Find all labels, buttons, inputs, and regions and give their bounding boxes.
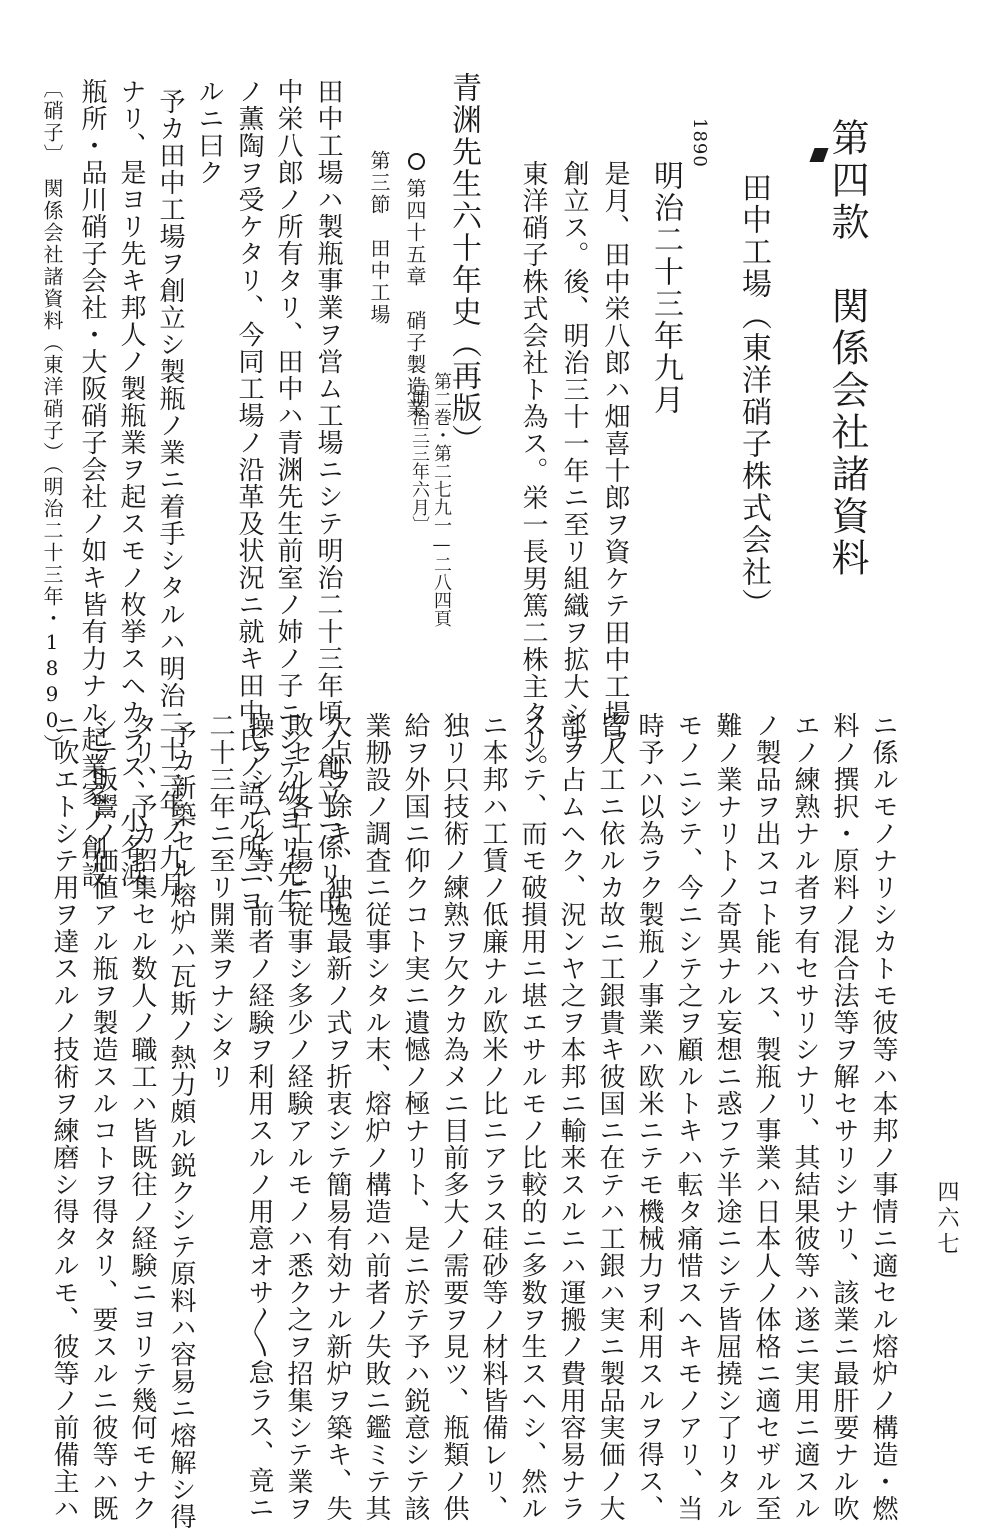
body-lower-18: 二十三年ニ至リ開業ヲナシタリ bbox=[205, 712, 235, 1090]
body-lower-6: モノニシテ、今ニシテ之ヲ顧ルトキハ転タ痛惜スヘキモノアリ、当 bbox=[673, 712, 703, 1522]
source-chapter: 第四十五章 硝子製造業 bbox=[403, 178, 427, 420]
body-lower-12: 独リ只技術ノ練熟ヲ欠クカ為メニ目前多大ノ需要ヲ見ツ、瓶類ノ供 bbox=[439, 712, 469, 1522]
entry-line-2: 創立ス。後、明治三十一年ニ至リ組織ヲ拡大シテ bbox=[559, 160, 589, 754]
body-lower-14: 業刱設ノ調査ニ従事シタル末、熔炉ノ構造ハ前者ノ失敗ニ鑑ミテ其 bbox=[361, 712, 391, 1522]
year-western: 1890 bbox=[689, 118, 710, 168]
entry-heading: 田中工場（東洋硝子株式会社） bbox=[736, 172, 771, 620]
body-lower-8: 皆人工ニ依ルカ故ニ工銀貴キ彼国ニ在テハ工銀ハ実ニ製品実価ノ大 bbox=[595, 712, 625, 1522]
body-upper-5: 予カ田中工場ヲ創立シ製瓶ノ業ニ着手シタルハ明治二十三年ノ九月 bbox=[155, 88, 185, 898]
circle-mark bbox=[408, 153, 425, 170]
body-lower-16: 敗セル各工場ニ従事シ多少ノ経験アルモノハ悉ク之ヲ招集シテ業ヲ bbox=[283, 712, 313, 1522]
source-volume-ref: 第二巻・第二七九一—二八四頁 bbox=[431, 372, 452, 627]
body-lower-5: 難ノ業ナリトノ奇異ナル妄想ニ惑フテ半途ニシテ皆屈撓シ了リタル bbox=[712, 712, 742, 1522]
body-lower-1: ニ係ルモノナリシカトモ彼等ハ本邦ノ事情ニ適セル熔炉ノ構造・燃 bbox=[868, 712, 898, 1522]
body-lower-4: ノ製品ヲ出スコト能ハス、製瓶ノ事業ハ日本人ノ体格ニ適セザル至 bbox=[751, 712, 781, 1522]
body-upper-7: 瓶所・品川硝子会社・大阪硝子会社ノ如キ皆有力ナル起業家ノ創設 bbox=[77, 78, 107, 888]
body-upper-1: 田中工場ハ製瓶事業ヲ営ム工場ニシテ明治二十三年頃ノ創立ニ係リ田 bbox=[313, 78, 343, 915]
body-lower-9: 部ヲ占ムヘク、況ンヤ之ヲ本邦ニ輸来スルニハ運搬ノ費用容易ナラ bbox=[556, 712, 586, 1522]
body-lower-21: シテ販鬻ノ価値アル瓶ヲ製造スルコトヲ得タリ、要スルニ彼等ハ既 bbox=[88, 712, 118, 1522]
body-lower-11: ニ本邦ハ工賃ノ低廉ナル欧米ノ比ニアラス硅砂等ノ材料皆備レリ、 bbox=[478, 712, 508, 1522]
source-title: 青渊先生六十年史（再版） bbox=[446, 72, 481, 456]
body-upper-2: 中栄八郎ノ所有タリ、田中ハ青渊先生前室ノ姉ノ子ニシテ幼ヨリ先生 bbox=[273, 78, 303, 915]
entry-date: 明治二十三年九月 bbox=[648, 160, 683, 416]
source-section: 第三節 田中工場 bbox=[367, 150, 391, 326]
body-lower-22: ニ吹エトシテ用ヲ達スルノ技術ヲ練磨シ得タルモ、彼等ノ前備主ハ bbox=[49, 712, 79, 1522]
body-lower-3: エノ練熟ナル者ヲ有セサリシナリ、其結果彼等ハ遂ニ実用ニ適スル bbox=[790, 712, 820, 1522]
body-lower-13: 給ヲ外国ニ仰クコト実ニ遺憾ノ極ナリト、是ニ於テ予ハ鋭意シテ該 bbox=[400, 712, 430, 1522]
entry-line-1: 是月、田中栄八郎ハ畑喜十郎ヲ資ケテ田中工場ヲ bbox=[600, 160, 630, 754]
body-lower-20: タリ、予カ招集セル数人ノ職工ハ皆既往ノ経験ニヨリテ幾何モナク bbox=[127, 712, 157, 1522]
body-upper-3: ノ薫陶ヲ受ケタリ、今同工場ノ沿革及状況ニ就キ田中氏ノ語ル所ニヨ bbox=[234, 78, 264, 915]
body-lower-10: スシテ、而モ破損用ニ堪エサルモノ比較的ニ多数ヲ生スヘシ、然ル bbox=[517, 712, 547, 1522]
body-upper-6: ナリ、是ヨリ先キ邦人ノ製瓶業ヲ起スモノ枚挙スヘカラス、小名浜 bbox=[116, 78, 146, 888]
source-date-ref: 〔明治三三年六月〕 bbox=[409, 372, 430, 534]
running-footer: 〔硝子〕 関係会社諸資料（東洋硝子）（明治二十三年・1890） bbox=[40, 78, 64, 756]
body-lower-17: 操ラシムル等、前者ノ経験ヲ利用スルノ用意オサ〳〵怠ラス、竟ニ bbox=[244, 712, 274, 1521]
body-lower-2: 料ノ撰択・原料ノ混合法等ヲ解セサリシナリ、該業ニ最肝要ナル吹 bbox=[829, 712, 859, 1522]
body-lower-19: 予カ新築セル熔炉ハ瓦斯ノ熱力頗ル鋭クシテ原料ハ容易ニ熔解シ得 bbox=[166, 720, 196, 1530]
body-lower-7: 時予ハ以為ラク製瓶ノ事業ハ欧米ニテモ機械力ヲ利用スルヲ得ス、 bbox=[634, 712, 664, 1522]
entry-line-3: 東洋硝子株式会社ト為ス。栄一長男篤二株主タリ。 bbox=[518, 160, 548, 781]
body-lower-15: 欠点ヲ除キ、独逸最新ノ式ヲ折衷シテ簡易有効ナル新炉ヲ築キ、失 bbox=[322, 712, 352, 1522]
section-title: 第四款 関係会社諸資料 bbox=[825, 118, 869, 580]
body-upper-4: ルニ曰ク bbox=[194, 78, 224, 186]
page-number: 四六七 bbox=[934, 1180, 959, 1258]
